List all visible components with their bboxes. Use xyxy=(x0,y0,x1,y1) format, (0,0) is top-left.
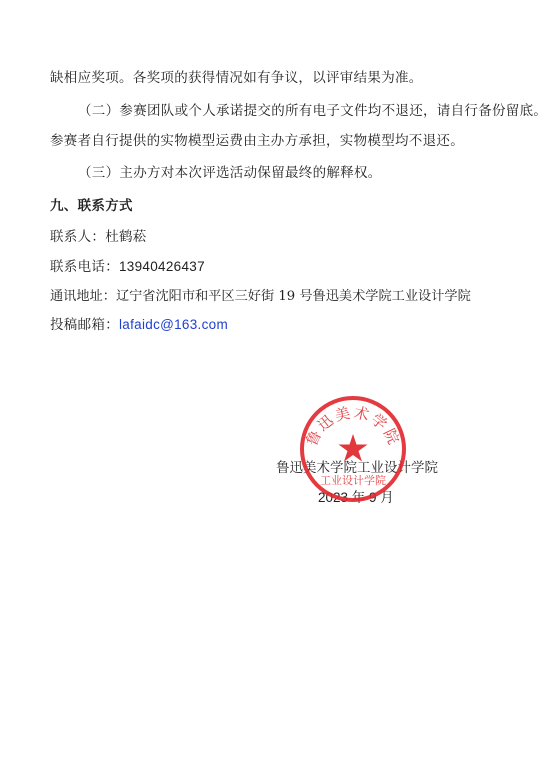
paragraph-awards-dispute: 缺相应奖项。各奖项的获得情况如有争议，以评审结果为准。 xyxy=(50,70,423,86)
seal-star-icon xyxy=(339,434,368,462)
paragraph-files-not-returned: （二）参赛团队或个人承诺提交的所有电子文件均不退还，请自行备份留底。 xyxy=(78,103,548,119)
signature-organization: 鲁迅美术学院工业设计学院 xyxy=(276,460,438,476)
paragraph-model-shipping: 参赛者自行提供的实物模型运费由主办方承担，实物模型均不退还。 xyxy=(50,133,464,149)
contact-person-row xyxy=(50,228,147,246)
official-seal-stamp xyxy=(298,394,408,504)
signature-date: 2023 年 9 月 xyxy=(318,490,394,505)
seal-outer-text: 鲁迅美术学院 xyxy=(302,403,404,449)
email-row xyxy=(50,316,228,334)
seal-inner-text: 工业设计学院 xyxy=(320,474,386,487)
phone-label: 联系电话： xyxy=(50,259,119,275)
address-label: 通讯地址： xyxy=(50,289,116,304)
contact-person-name: 杜鹤菘 xyxy=(105,229,147,245)
phone-row xyxy=(50,258,205,276)
email-label: 投稿邮箱： xyxy=(50,317,119,333)
address-row xyxy=(50,288,471,306)
address-text: 辽宁省沈阳市和平区三好街 19 号鲁迅美术学院工业设计学院 xyxy=(115,289,471,304)
contact-person-label: 联系人： xyxy=(50,229,106,245)
paragraph-interpretation-right: （三）主办方对本次评选活动保留最终的解释权。 xyxy=(78,165,382,181)
section-heading-contact: 九、联系方式 xyxy=(50,198,133,214)
email-link[interactable]: lafaidc@163.com xyxy=(119,317,229,332)
phone-number: 13940426437 xyxy=(119,259,205,274)
